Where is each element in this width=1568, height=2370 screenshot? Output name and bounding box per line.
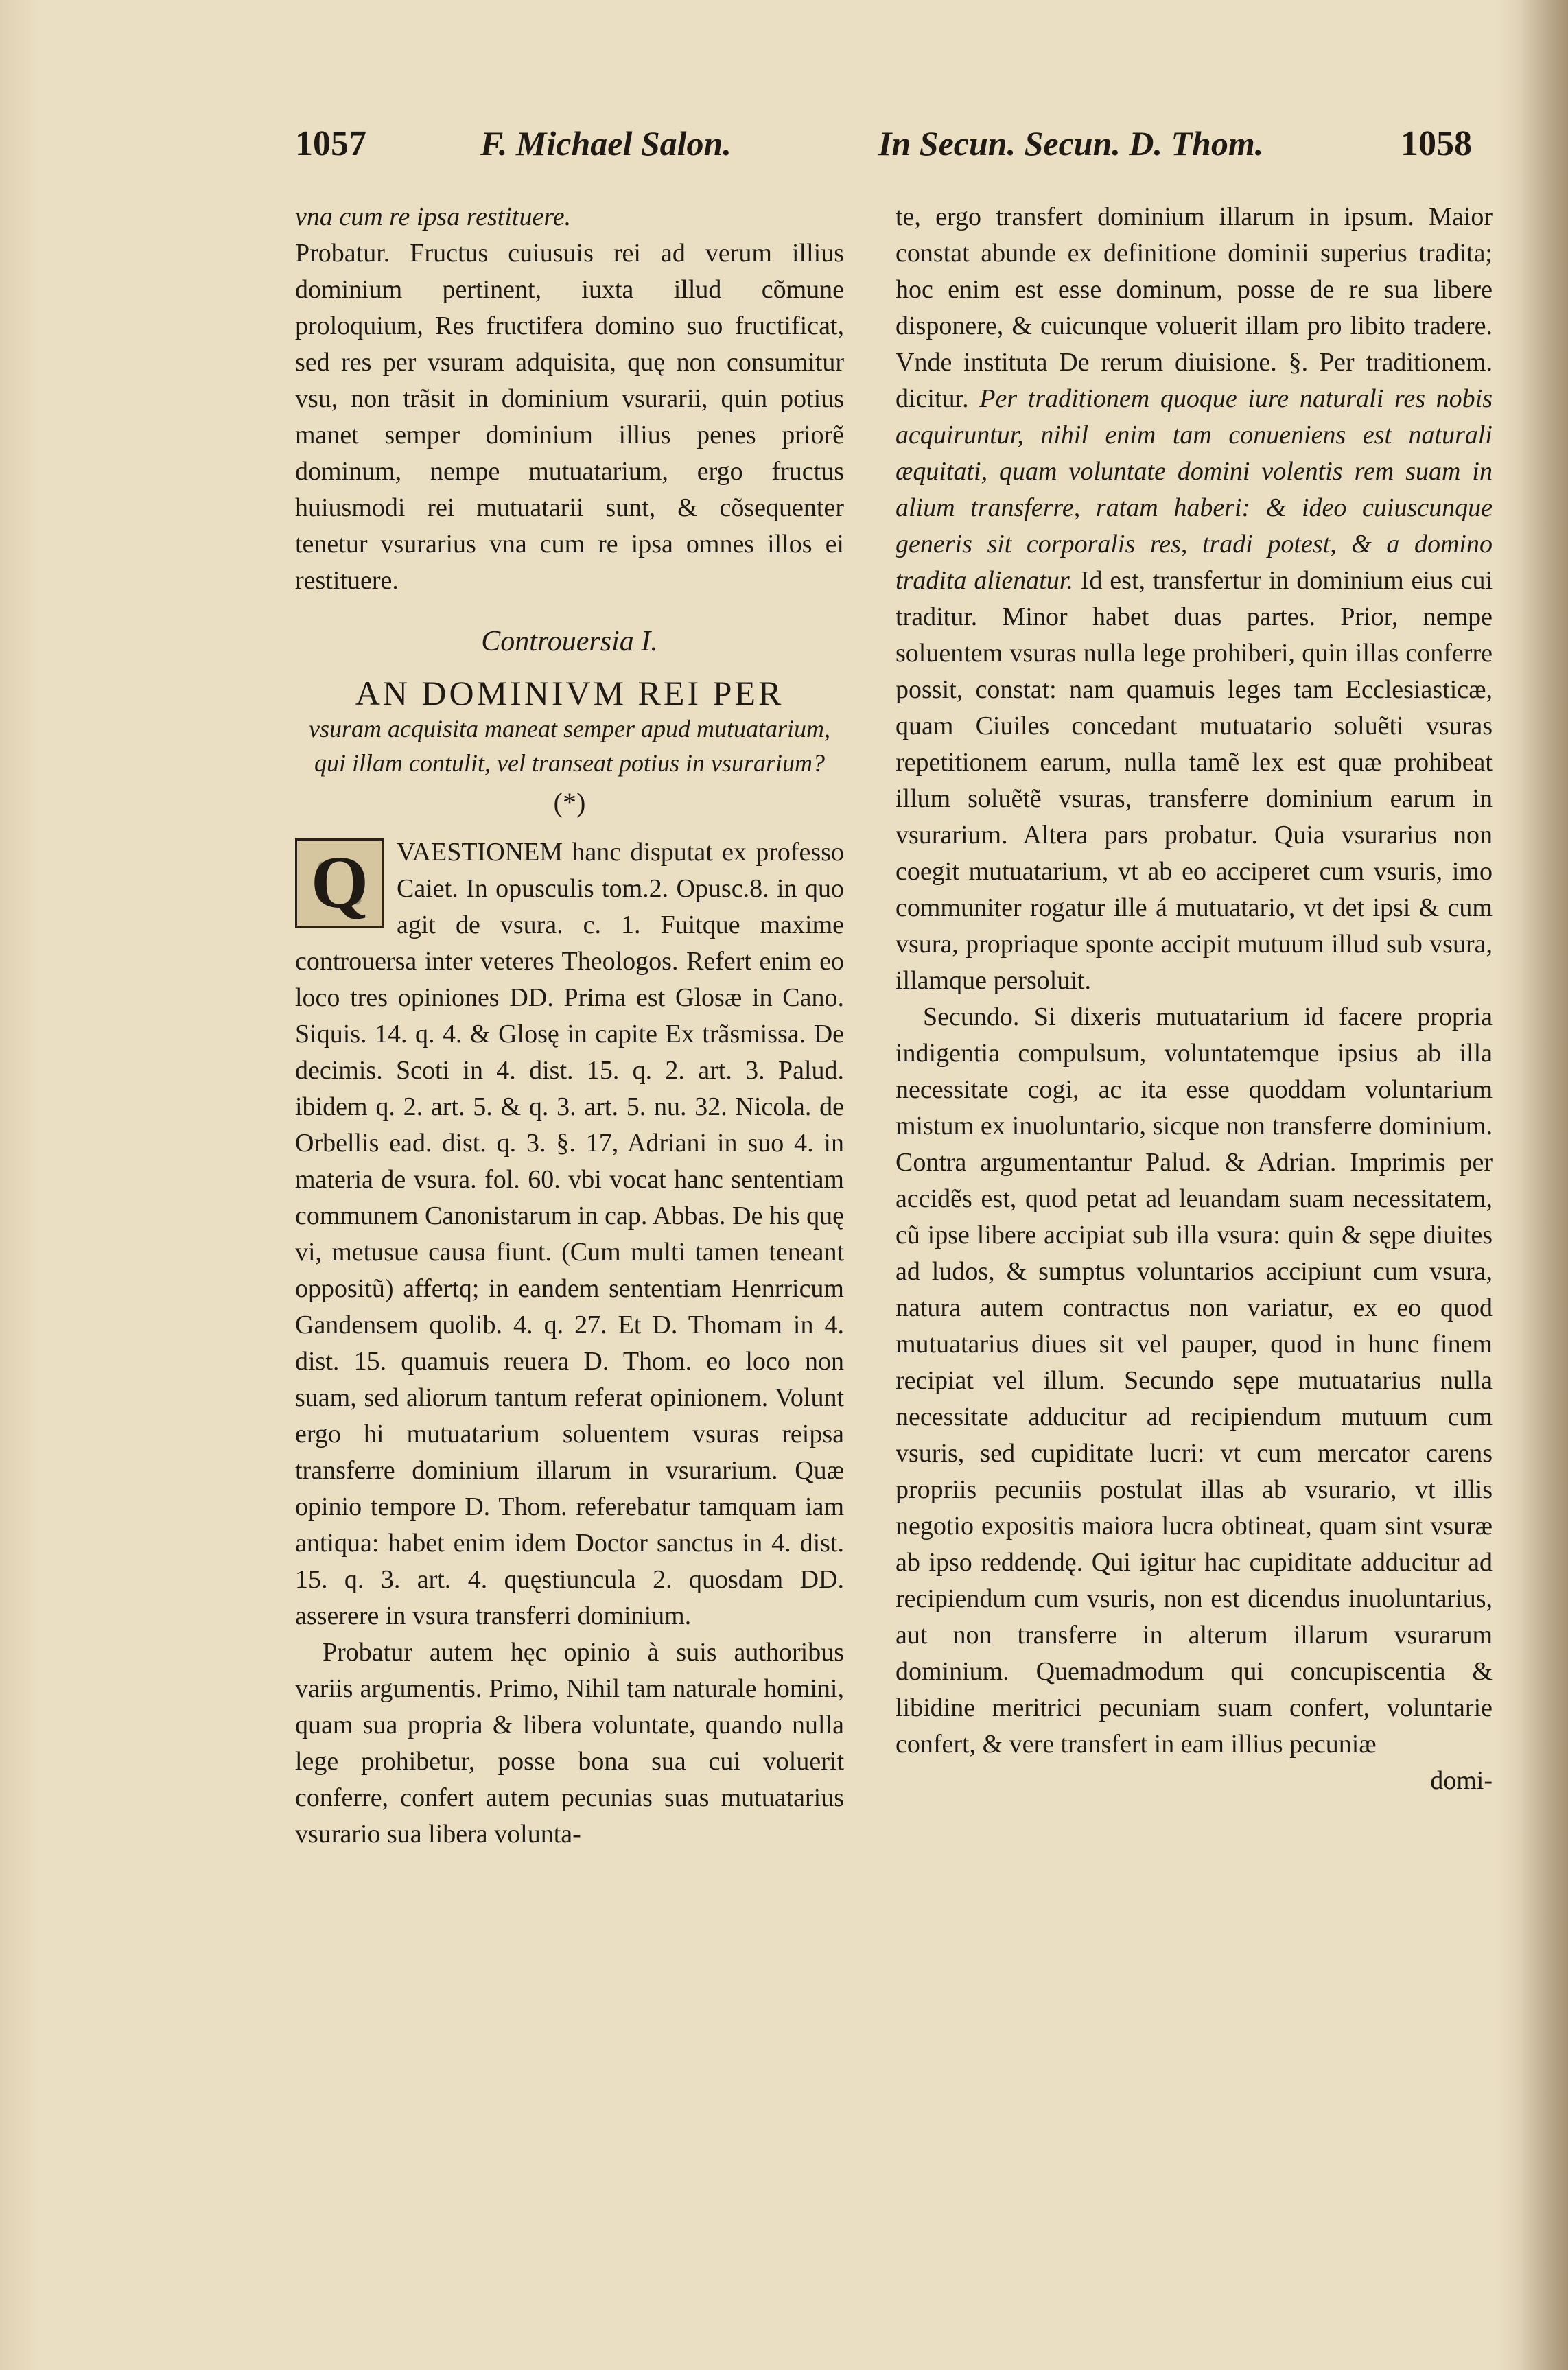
continuation-text: te, ergo transfert dominium illarum in ipsum. Maior constat abunde ex definitione dominii superius tradita; hoc enim est esse dominum, posse de re sua libere disponere, & cuicunque voluerit illam pro libito tradere. Vnde instituta De rerum diuisione. §. Per traditionem. dicitur. (896, 202, 1493, 413)
paragraph-quaestionem: VAESTIONEM hanc disputat ex professo Caiet. In opusculis tom.2. Opusc.8. in quo agit de vsura. c. 1. Fuitque maxime controuersa inter veteres Theologos. Refert enim eo loco tres opiniones DD. Prima est Glosæ in Cano. Siquis. 14. q. 4. & Glosę in capite Ex trãsmissa. De decimis. Scoti in 4. dist. 15. q. 2. art. 3. Palud. ibidem q. 2. art. 5. & q. 3. art. 5. nu. 32. Nicola. de Orbellis ead. dist. q. 3. §. 17, Adriani in suo 4. in materia de vsura. fol. 60. vbi vocat hanc sententiam communem Canonistarum in cap. Abbas. De his quę vi, metusue causa fiunt. (Cum multi tamen teneant oppositũ) affertq; in eandem sententiam Henrricum Gandensem quolib. 4. q. 27. Et D. Thomam in 4. dist. 15. quamuis reuera D. Thom. eo loco non suam, sed aliorum tantum referat opinionem. Volunt ergo hi mutuatarium soluentem vsuras reipsa transferre dominium illarum in vsurarium. Quæ opinio tempore D. Thom. referebatur tamquam iam antiqua: habet enim idem Doctor sanctus in 4. dist. 15. q. 3. art. 4. quęstiuncula 2. quosdam DD. asserere in vsura transferri dominium. (295, 838, 844, 1630)
dropcap-letter: Q (310, 842, 368, 924)
quotation-italic: Per traditionem quoque iure naturali res nobis acquiruntur, nihil enim tam conueniens est naturali æquitati, quam voluntate domini volentis rem suam in alium transferre, ratam haberi: & ideo cuiuscunque generis sit corporalis res, tradi potest, & a domino tradita alienatur. (896, 384, 1493, 595)
paragraph-secundo: Secundo. Si dixeris mutuatarium id facere propria indigentia compulsum, voluntatemque ipsius ab illa necessitate cogi, ac ita esse quoddam voluntarium mistum ex inuoluntario, sicque non transferre dominium. Contra argumentantur Palud. & Adrian. Imprimis per accidẽs est, quod petat ad leuandam suam necessitatem, cũ ipse libere accipiat sub illa vsura: quin & sępe diuites ad ludos, & sumptus voluntarios accipiunt cum vsura, natura autem contractus non variatur, ex eo quod mutuatarius diues sit vel pauper, quod in hunc finem recipiat vel illum. Secundo sępe mutuatarius nulla necessitate adducitur ad recipiendum mutuum cum vsuris, sed cupiditate lucri: vt cum mercator carens propriis pecuniis postulat illas ab vsurario, vt illis negotio expositis maiora lucra obtineat, quam sint vsuræ ab ipso reddendę. Qui igitur hac cupiditate adducitur ad recipiendum cum vsuris, non est dicendus inuoluntarius, aut non transferre in alterum illarum vsurarum dominium. Quemadmodum qui concupiscentia & libidine meritrici pecuniam suam confert, voluntarie confert, & vere transfert in eam illius pecuniæ (896, 1002, 1493, 1759)
paragraph-continuation (896, 199, 1493, 999)
paragraph-probatur-autem: Probatur autem hęc opinio à suis authoribus variis argumentis. Primo, Nihil tam naturale homini, quam sua propria & libera voluntate, quando nulla lege prohibetur, posse bona sua cui voluerit conferre, confert autem pecunias suas mutuatarius vsurario sua libera volunta- (295, 1638, 844, 1849)
paragraph-probatur: Probatur. Fructus cuiusuis rei ad verum illius dominium pertinent, iuxta illud cõmune proloquium, Res fructifera domino suo fructificat, sed res per vsuram adquisita, quę non consumitur vsu, non trãsit in dominium vsurarii, quin potius manet semper dominium illius penes priorẽ dominum, nempe mutuatarium, ergo fructus huiusmodi rei mutuatarii sunt, & cõsequenter tenetur vsurarius vna cum re ipsa omnes illos ei restituere. (295, 239, 844, 595)
page-edge-shadow (1520, 0, 1568, 2370)
right-column (896, 199, 1493, 1799)
question-subtitle: vsuram acquisita maneat semper apud mutuatarium, qui illam contulit, vel transeat potius in vsurarium? (309, 715, 830, 777)
decorated-initial-icon (295, 838, 384, 928)
intro-italic-line: vna cum re ipsa restituere. (295, 202, 572, 231)
question-title: AN DOMINIVM REI PER (355, 674, 784, 712)
page-number-right: 1058 (1401, 124, 1472, 163)
controversia-heading: Controuersia I. (481, 626, 658, 657)
asterisk-mark: (*) (553, 787, 586, 818)
running-title-right: In Secun. Secun. D. Thom. (878, 124, 1264, 163)
catchword: domi- (1430, 1766, 1493, 1795)
running-header (295, 124, 1472, 178)
page-number-left: 1057 (295, 124, 366, 163)
continuation-text-end: Id est, transfertur in dominium eius cui traditur. Minor habet duas partes. Prior, nempe soluentem vsuras nulla lege prohiberi, quin illas conferre possit, constat: nam quamuis leges tam Ecclesiasticæ, quam Ciuiles concedant mutuatario soluẽti vsuras repetitionem earum, nulla tamẽ lex est quæ prohibeat illum soluẽtẽ vsuras, transferre dominium earum in vsurarium. Altera pars probatur. Quia vsurarius non coegit mutuatarium, vt ab eo acciperet cum vsuris, imo communiter rogatur ille á mutuatario, vt det ipsi & cum vsura, propriaque sponte accipit mutuum illud sub vsura, illamque persoluit. (896, 566, 1493, 995)
left-column (295, 199, 844, 1853)
running-title-left: F. Michael Salon. (480, 124, 732, 163)
